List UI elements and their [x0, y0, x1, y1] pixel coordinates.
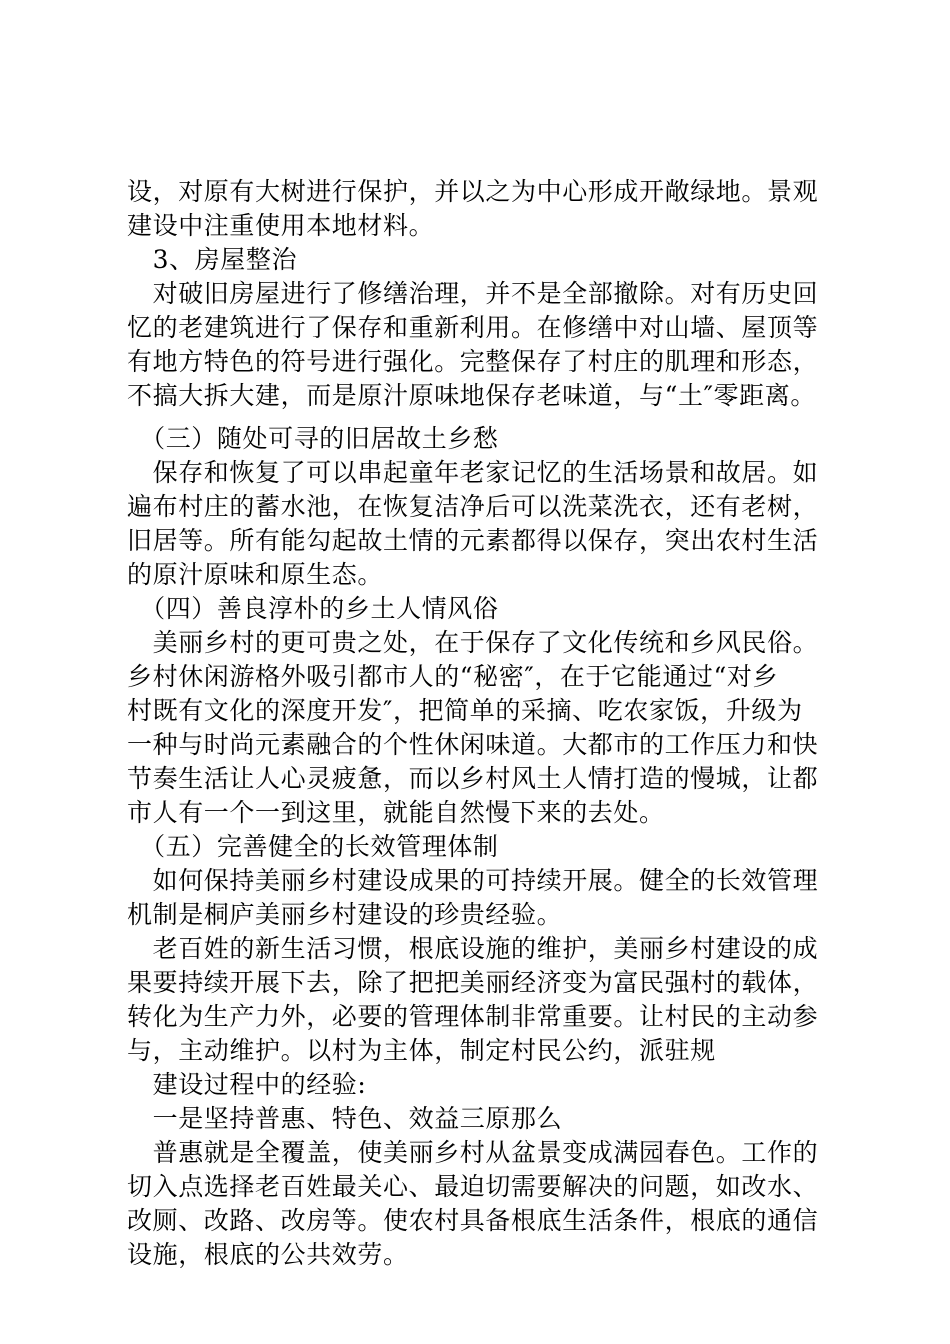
section-heading: （四）善良淳朴的乡土人情风俗 [127, 594, 499, 623]
paragraph-line: 乡村休闲游格外吸引都市人的“秘密″，在于它能通过“对乡 [127, 662, 779, 691]
paragraph-line: 机制是桐庐美丽乡村建设的珍贵经验。 [127, 900, 563, 929]
paragraph-line: 有地方特色的符号进行强化。完整保存了村庄的肌理和形态， [127, 347, 819, 376]
paragraph-line: 与，主动维护。以村为主体，制定村民公约，派驻规 [127, 1036, 716, 1065]
paragraph-line: 旧居等。所有能勾起故土情的元素都得以保存，突出农村生活 [127, 526, 819, 555]
paragraph-line: 果要持续开展下去，除了把把美丽经济变为富民强村的载体， [127, 968, 819, 997]
paragraph-line: 不搞大拆大建，而是原汁原味地保存老味道，与“土″零距离。 [127, 381, 816, 410]
paragraph-line: 节奏生活让人心灵疲惫，而以乡村风土人情打造的慢城，让都 [127, 764, 819, 793]
paragraph-line: 忆的老建筑进行了保存和重新利用。在修缮中对山墙、屋顶等 [127, 313, 819, 342]
section-heading: （五）完善健全的长效管理体制 [127, 832, 499, 861]
paragraph-line: 保存和恢复了可以串起童年老家记忆的生活场景和故居。如 [127, 458, 819, 487]
paragraph-line: 设，对原有大树进行保护，并以之为中心形成开敞绿地。景观 [127, 177, 819, 206]
paragraph-line: 普惠就是全覆盖，使美丽乡村从盆景变成满园春色。工作的 [127, 1138, 819, 1167]
paragraph-line: 对破旧房屋进行了修缮治理，并不是全部撤除。对有历史回 [127, 279, 819, 308]
paragraph-line: 的原汁原味和原生态。 [127, 560, 384, 589]
paragraph-line: 转化为生产力外，必要的管理体制非常重要。让村民的主动参 [127, 1002, 819, 1031]
section-heading: 一是坚持普惠、特色、效益三原那么 [127, 1104, 563, 1133]
paragraph-line: 改厕、改路、改房等。使农村具备根底生活条件，根底的通信 [127, 1206, 819, 1235]
paragraph-line: 村既有文化的深度开发″，把简单的采摘、吃农家饭，升级为 [127, 696, 803, 725]
paragraph-line: 设施，根底的公共效劳。 [127, 1240, 409, 1269]
paragraph-line: 老百姓的新生活习惯，根底设施的维护，美丽乡村建设的成 [127, 934, 819, 963]
section-heading: 建设过程中的经验: [127, 1070, 367, 1099]
section-heading: （三）随处可寻的旧居故土乡愁 [127, 424, 499, 453]
paragraph-line: 切入点选择老百姓最关心、最迫切需要解决的问题，如改水、 [127, 1172, 819, 1201]
paragraph-line: 美丽乡村的更可贵之处，在于保存了文化传统和乡风民俗。 [127, 628, 819, 657]
paragraph-line: 如何保持美丽乡村建设成果的可持续开展。健全的长效管理 [127, 866, 819, 895]
paragraph-line: 市人有一个一到这里，就能自然慢下来的去处。 [127, 798, 665, 827]
paragraph-line: 建设中注重使用本地材料。 [127, 211, 435, 240]
paragraph-line: 一种与时尚元素融合的个性休闲味道。大都市的工作压力和快 [127, 730, 819, 759]
section-heading: 3、房屋整治 [127, 245, 298, 274]
paragraph-line: 遍布村庄的蓄水池，在恢复洁净后可以洗菜洗衣，还有老树， [127, 492, 819, 521]
